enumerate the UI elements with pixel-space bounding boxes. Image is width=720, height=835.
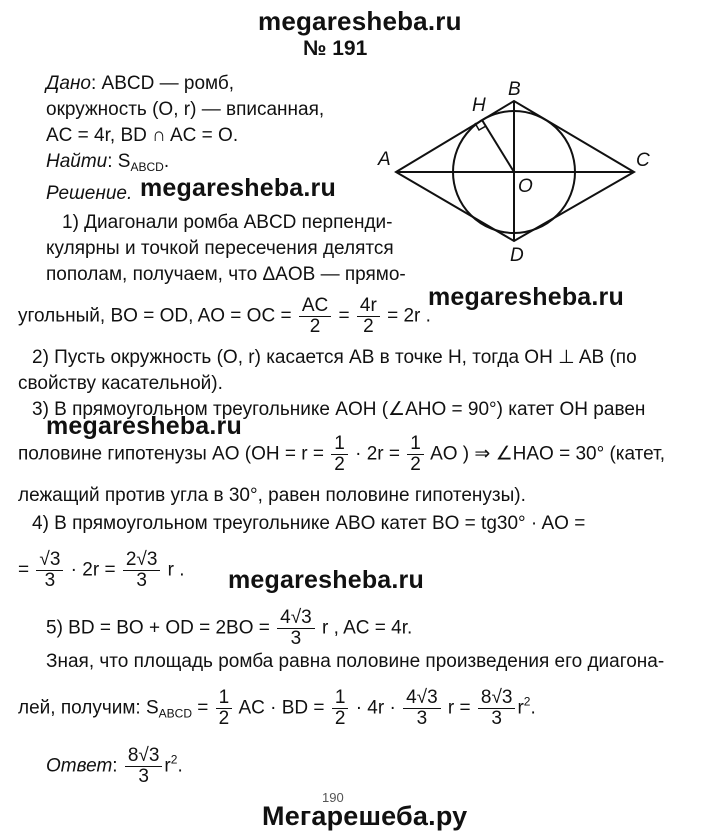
area-r: r: [517, 697, 524, 719]
step5-line: [46, 608, 412, 649]
fraction-sqrt3-3: [36, 550, 63, 591]
step4-line2: [18, 550, 185, 591]
frac-den: 2: [334, 708, 346, 729]
answer-sup: 2: [170, 752, 178, 767]
fraction-ac-2: [299, 296, 331, 337]
rhombus-figure: [370, 75, 660, 270]
area-text-a: лей, получим: S: [18, 697, 159, 719]
frac-den: 3: [491, 708, 502, 729]
frac-den: 3: [136, 570, 147, 591]
problem-number: № 191: [303, 37, 368, 60]
area-sup: 2: [523, 694, 531, 709]
label-d: D: [510, 245, 524, 266]
frac-num: √3: [36, 550, 63, 571]
step2-line1: 2) Пусть окружность (O, r) касается AB в точке H, тогда OH ⊥ AB (по: [32, 347, 637, 368]
step1-text: угольный, BO = OD, AO = OC =: [18, 305, 292, 327]
step3-mid: · 2r =: [355, 443, 400, 465]
frac-num: 8√3: [478, 688, 516, 709]
area-line2: [18, 688, 536, 729]
answer-line: [46, 746, 183, 787]
area-text-e: r =: [447, 697, 471, 719]
area-eq: =: [197, 697, 209, 719]
frac-den: 3: [44, 570, 56, 591]
fraction-2sqrt3-3: [123, 550, 161, 591]
step3-text-b: AO ) ⇒ ∠HAO = 30° (катет,: [430, 443, 665, 465]
area-text-d: · 4r ·: [355, 697, 396, 719]
given-line-1: [46, 72, 234, 96]
step2-line2: свойству касательной).: [18, 373, 223, 394]
step4-line1: 4) В прямоугольном треугольнике ABO катет BO = tg30° · AO =: [32, 513, 586, 534]
frac-num: 1: [407, 434, 424, 455]
step1-end: = 2r .: [387, 305, 431, 327]
frac-num: 8√3: [125, 746, 163, 767]
find-sub: ABCD: [130, 160, 164, 174]
label-c: C: [636, 150, 650, 171]
frac-den: 3: [138, 766, 149, 787]
header-site: megaresheba.ru: [258, 6, 462, 36]
given-line-3: AC = 4r, BD ∩ AC = O.: [46, 125, 239, 146]
frac-num: AC: [299, 296, 331, 317]
given-line-2: окружность (O, r) — вписанная,: [46, 99, 325, 120]
find-label: Найти: [46, 151, 108, 172]
answer-fraction: [125, 746, 163, 787]
watermark-2: megaresheba.ru: [428, 283, 624, 311]
step1-line3: пополам, получаем, что ΔAOB — прямо-: [46, 264, 406, 285]
area-end: .: [530, 697, 536, 719]
step3-line1: 3) В прямоугольном треугольнике AOH (∠AHO = 90°) катет OH равен: [32, 399, 646, 420]
area-text-c: AC · BD =: [238, 697, 325, 719]
step4-end: r .: [167, 559, 185, 581]
eq-sign: =: [338, 305, 350, 327]
area-sub: ABCD: [158, 706, 192, 721]
frac-den: 3: [416, 708, 428, 729]
step5-text-a: 5) BD = BO + OD = 2BO =: [46, 617, 270, 639]
page-number: 190: [322, 790, 344, 805]
fraction-8sqrt3-3: [478, 688, 516, 729]
fraction-4sqrt3-3b: [403, 688, 441, 729]
frac-den: 3: [290, 628, 302, 649]
frac-den: 2: [410, 454, 421, 475]
fraction-1-2: [331, 434, 348, 475]
step1-line1: 1) Диагонали ромба ABCD перпенди-: [62, 212, 393, 233]
frac-num: 4√3: [277, 608, 315, 629]
step3-line3: лежащий против угла в 30°, равен половине гипотенузы).: [18, 485, 526, 506]
step4-pre: =: [18, 559, 30, 581]
step3-line2: [18, 434, 665, 475]
step3-text-a: половине гипотенузы AO (OH = r =: [18, 443, 324, 465]
watermark-1: megaresheba.ru: [140, 174, 336, 202]
given-rest: : ABCD — ромб,: [90, 73, 235, 94]
watermark-3: megaresheba.ru: [46, 412, 242, 440]
step1-line2: кулярны и точкой пересечения делятся: [46, 238, 394, 259]
frac-den: 2: [363, 316, 374, 337]
step5-text-b: r , AC = 4r.: [322, 617, 413, 639]
frac-num: 4r: [357, 296, 380, 317]
label-a: A: [378, 149, 391, 170]
frac-num: 1: [331, 434, 348, 455]
frac-den: 2: [334, 454, 345, 475]
find-end: .: [163, 151, 170, 172]
answer-label: Ответ: [46, 755, 113, 777]
answer-r: r: [164, 755, 171, 777]
frac-num: 1: [216, 688, 233, 709]
frac-den: 2: [309, 316, 321, 337]
label-o: O: [518, 176, 533, 197]
fraction-half-1: [216, 688, 233, 729]
label-b: B: [508, 79, 521, 100]
solution-label: Решение.: [46, 183, 133, 204]
frac-num: 2√3: [123, 550, 161, 571]
answer-end: .: [177, 755, 183, 777]
step4-mid: · 2r =: [70, 559, 116, 581]
fraction-1-2b: [407, 434, 424, 475]
fraction-4sqrt3-3: [277, 608, 315, 649]
answer-colon: :: [112, 755, 118, 777]
label-h: H: [472, 95, 486, 116]
area-line1: Зная, что площадь ромба равна половине произведения его диагона-: [46, 651, 665, 672]
find-rest: : S: [107, 151, 131, 172]
fraction-half-2: [332, 688, 349, 729]
fraction-4r-2: [357, 296, 380, 337]
radius-oh: [482, 120, 514, 172]
frac-num: 1: [332, 688, 349, 709]
frac-den: 2: [218, 708, 230, 729]
step1-line4: [18, 296, 431, 337]
given-label: Дано: [46, 73, 91, 94]
frac-num: 4√3: [403, 688, 441, 709]
footer-site: Мегарешеба.ру: [262, 801, 468, 831]
watermark-4: megaresheba.ru: [228, 566, 424, 594]
